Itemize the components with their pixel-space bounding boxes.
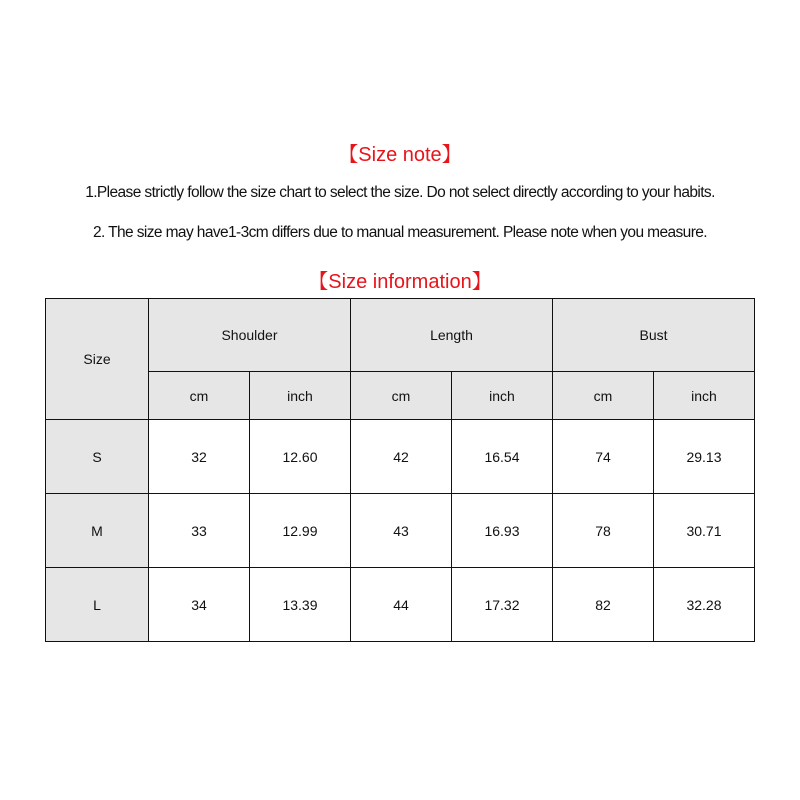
size-cell: L bbox=[46, 568, 149, 642]
unit-header: inch bbox=[250, 372, 351, 420]
value-cell: 13.39 bbox=[250, 568, 351, 642]
size-table bbox=[45, 298, 755, 642]
value-cell: 44 bbox=[351, 568, 452, 642]
group-header: Length bbox=[351, 299, 553, 372]
value-cell: 43 bbox=[351, 494, 452, 568]
value-cell: 16.93 bbox=[452, 494, 553, 568]
note-2: 2. The size may have1-3cm differs due to manual measurement. Please note when you measure. bbox=[92, 224, 707, 241]
value-cell: 12.60 bbox=[250, 420, 351, 494]
size-cell: M bbox=[46, 494, 149, 568]
value-cell: 32 bbox=[149, 420, 250, 494]
unit-header: cm bbox=[553, 372, 654, 420]
value-cell: 16.54 bbox=[452, 420, 553, 494]
table-row bbox=[46, 568, 755, 642]
value-cell: 33 bbox=[149, 494, 250, 568]
value-cell: 17.32 bbox=[452, 568, 553, 642]
table-row bbox=[46, 494, 755, 568]
unit-header: inch bbox=[452, 372, 553, 420]
group-header: Bust bbox=[553, 299, 755, 372]
size-info-title: 【Size information】 bbox=[308, 271, 492, 293]
size-header: Size bbox=[46, 299, 149, 420]
value-cell: 34 bbox=[149, 568, 250, 642]
value-cell: 42 bbox=[351, 420, 452, 494]
value-cell: 82 bbox=[553, 568, 654, 642]
group-header: Shoulder bbox=[149, 299, 351, 372]
size-note-title: 【Size note】 bbox=[338, 144, 462, 166]
size-cell: S bbox=[46, 420, 149, 494]
value-cell: 78 bbox=[553, 494, 654, 568]
value-cell: 32.28 bbox=[654, 568, 755, 642]
value-cell: 29.13 bbox=[654, 420, 755, 494]
unit-header: inch bbox=[654, 372, 755, 420]
value-cell: 12.99 bbox=[250, 494, 351, 568]
unit-header: cm bbox=[351, 372, 452, 420]
unit-header: cm bbox=[149, 372, 250, 420]
value-cell: 74 bbox=[553, 420, 654, 494]
note-1: 1.Please strictly follow the size chart to select the size. Do not select directly according to your habits. bbox=[85, 184, 715, 201]
value-cell: 30.71 bbox=[654, 494, 755, 568]
table-row bbox=[46, 420, 755, 494]
